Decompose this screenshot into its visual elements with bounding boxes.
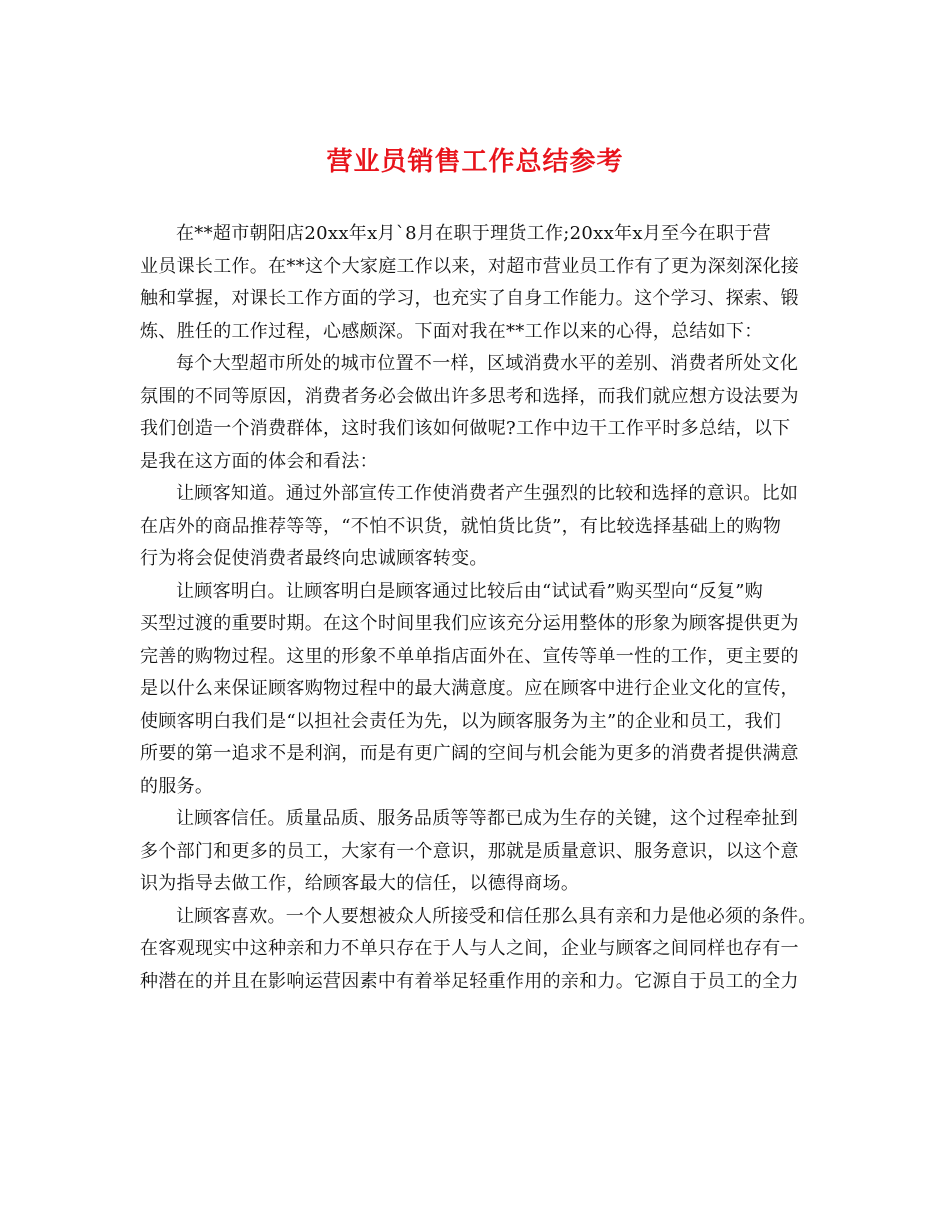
document-body [140,218,826,998]
paragraph-line: 让顾客信任。质量品质、服务品质等等都已成为生存的关键，这个过程牵扯到 [176,808,799,829]
paragraph-line: 让顾客喜欢。一个人要想被众人所接受和信任那么具有亲和力是他必须的条件。 [176,905,817,927]
paragraph-line: 的服务。 [140,775,214,797]
document-title: 营业员销售工作总结参考 [326,147,624,177]
paragraph-line: 完善的购物过程。这里的形象不单单指店面外在、宣传等单一性的工作，更主要的 [140,645,799,667]
paragraph-line: 是我在这方面的体会和看法： [140,450,378,472]
paragraph-line: 炼、胜任的工作过程，心感颇深。下面对我在**工作以来的心得，总结如下： [140,320,763,342]
paragraph-line: 氛围的不同等原因，消费者务必会做出许多思考和选择，而我们就应想方设法要为 [140,385,799,407]
paragraph-line: 行为将会促使消费者最终向忠诚顾客转变。 [140,548,488,569]
paragraph-line: 买型过渡的重要时期。在这个时间里我们应该充分运用整体的形象为顾客提供更为 [140,613,799,634]
paragraph-line: 让顾客知道。通过外部宣传工作使消费者产生强烈的比较和选择的意识。比如 [176,483,799,504]
paragraph-line: 业员课长工作。在**这个大家庭工作以来，对超市营业员工作有了更为深刻深化接 [140,255,800,277]
paragraph-line: 在客观现实中这种亲和力不单只存在于人与人之间，企业与顾客之间同样也存有一 [140,938,799,959]
paragraph-line: 每个大型超市所处的城市位置不一样，区域消费水平的差别、消费者所处文化 [176,353,799,374]
paragraph-line: 所要的第一追求不是利润，而是有更广阔的空间与机会能为更多的消费者提供满意 [140,743,799,764]
paragraph-line: 识为指导去做工作，给顾客最大的信任，以德得商场。 [140,873,580,894]
paragraph-line: 种潜在的并且在影响运营因素中有着举足轻重作用的亲和力。它源自于员工的全力 [140,970,799,992]
paragraph-line: 在店外的商品推荐等等，“不怕不识货，就怕货比货”，有比较选择基础上的购物 [140,515,782,537]
paragraph-line: 让顾客明白。让顾客明白是顾客通过比较后由“试试看”购买型向“反复”购 [176,580,764,602]
paragraph-line: 我们创造一个消费群体，这时我们该如何做呢?工作中边干工作平时多总结，以下 [140,418,791,439]
paragraph-line: 多个部门和更多的员工，大家有一个意识，那就是质量意识、服务意识，以这个意 [140,840,799,862]
paragraph-line: 使顾客明白我们是“以担社会责任为先，以为顾客服务为主”的企业和员工，我们 [140,710,782,732]
paragraph-line: 在**超市朝阳店20xx年x月`8月在职于理货工作;20xx年x月至今在职于营 [176,223,771,244]
paragraph-line: 是以什么来保证顾客购物过程中的最大满意度。应在顾客中进行企业文化的宣传， [140,678,799,699]
paragraph-line: 触和掌握，对课长工作方面的学习，也充实了自身工作能力。这个学习、探索、锻 [140,288,799,309]
